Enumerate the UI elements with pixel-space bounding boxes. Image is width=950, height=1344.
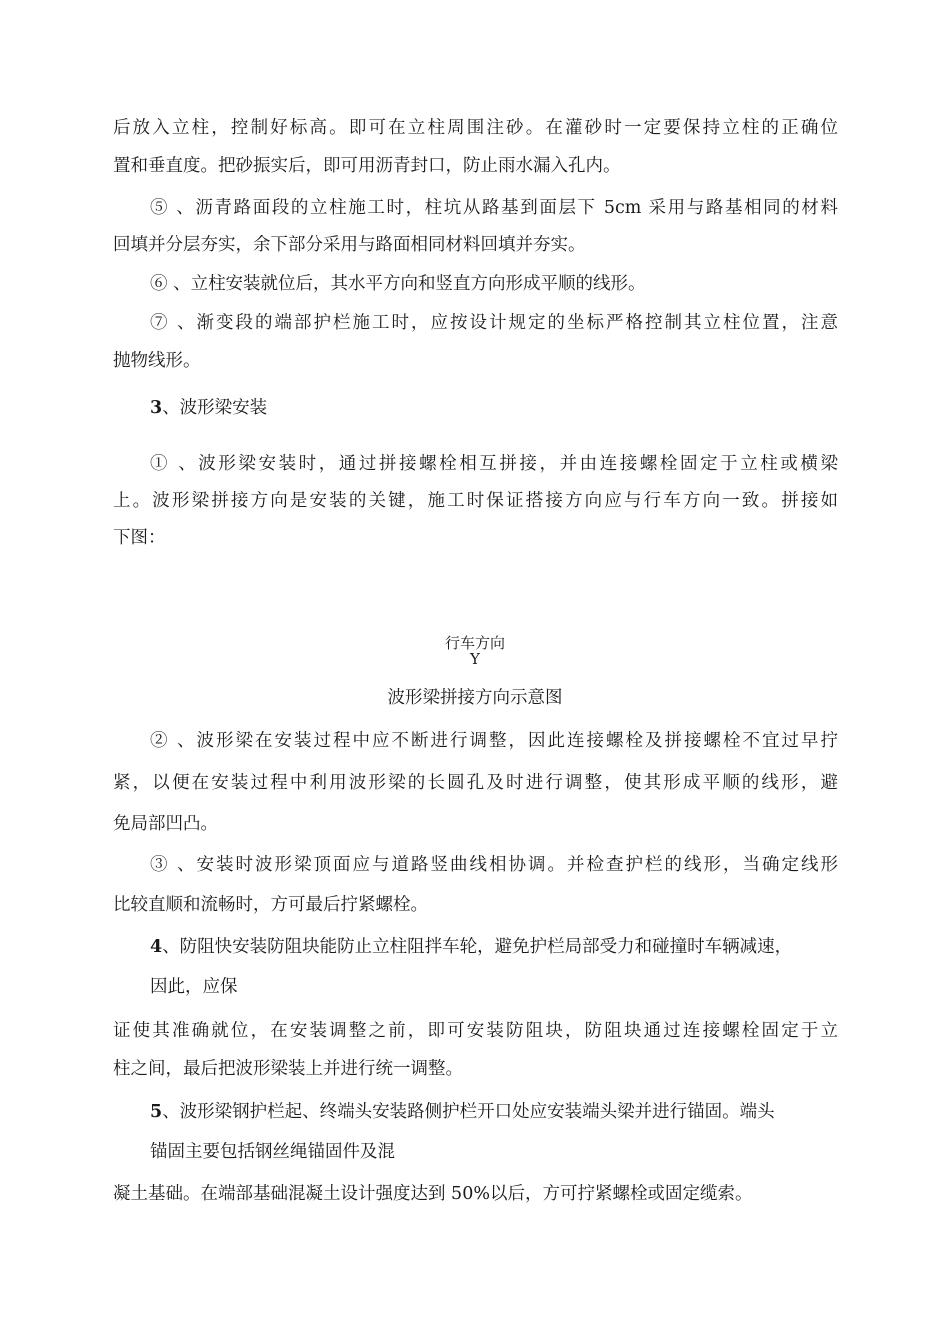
paragraph-line: 证使其准确就位，在安装调整之前，即可安装防阻块，防阻块通过连接螺栓固定于立	[113, 1021, 838, 1041]
section-title: 、波形梁安装	[162, 398, 268, 418]
paragraph-line: 锚固主要包括钢丝绳锚固件及混	[150, 1142, 395, 1162]
paragraph-line: ⑦ 、渐变段的端部护栏施工时，应按设计规定的坐标严格控制其立柱位置，注意	[150, 313, 838, 333]
paragraph-line: 柱之间，最后把波形梁装上并进行统一调整。	[113, 1059, 463, 1079]
paragraph-line: 比较直顺和流畅时，方可最后拧紧螺栓。	[113, 895, 428, 915]
section-heading-5	[150, 1100, 838, 1124]
paragraph-line: ⑤ 、沥青路面段的立柱施工时，柱坑从路基到面层下 5cm 采用与路基相同的材料	[150, 198, 838, 218]
paragraph-line: 回填并分层夯实，余下部分采用与路面相同材料回填并夯实。	[113, 235, 586, 255]
paragraph-line: 置和垂直度。把砂振实后，即可用沥青封口，防止雨水漏入孔内。	[113, 156, 621, 176]
figure-caption: 波形梁拼接方向示意图	[387, 688, 563, 708]
section-number: 5	[150, 1102, 163, 1122]
paragraph-line: 免局部凹凸。	[113, 814, 218, 834]
paragraph-line: ① 、波形梁安装时，通过拼接螺栓相互拼接，并由连接螺栓固定于立柱或横梁	[150, 454, 838, 474]
paragraph-line: ② 、波形梁在安装过程中应不断进行调整，因此连接螺栓及拼接螺栓不宜过早拧	[150, 731, 838, 751]
figure-arrow-mark: Y	[470, 650, 480, 668]
section-heading-3	[150, 396, 267, 420]
section-text: 、波形梁钢护栏起、终端头安装路侧护栏开口处应安装端头梁并进行锚固。端头	[162, 1102, 775, 1122]
paragraph-line: ③ 、安装时波形梁顶面应与道路竖曲线相协调。并检查护栏的线形，当确定线形	[150, 855, 838, 875]
paragraph-line: ⑥ 、立柱安装就位后，其水平方向和竖直方向形成平顺的线形。	[150, 274, 646, 294]
paragraph-line: 后放入立柱，控制好标高。即可在立柱周围注砂。在灌砂时一定要保持立柱的正确位	[113, 118, 838, 138]
section-number: 4	[150, 937, 163, 957]
figure-direction-label: 行车方向	[444, 634, 505, 652]
paragraph-line: 下图：	[113, 528, 166, 548]
paragraph-line: 抛物线形。	[113, 351, 201, 371]
paragraph-line: 紧，以便在安装过程中利用波形梁的长圆孔及时进行调整，使其形成平顺的线形，避	[113, 773, 838, 793]
section-heading-4	[150, 935, 838, 959]
paragraph-line: 凝土基础。在端部基础混凝土设计强度达到 50%以后，方可拧紧螺栓或固定缆索。	[113, 1184, 753, 1204]
paragraph-line: 因此，应保	[150, 977, 238, 997]
section-text: 、防阻快安装防阻块能防止立柱阻拌车轮，避免护栏局部受力和碰撞时车辆减速，	[162, 937, 793, 957]
paragraph-line: 上。波形梁拼接方向是安装的关键，施工时保证搭接方向应与行车方向一致。拼接如	[113, 491, 838, 511]
section-number: 3	[150, 398, 163, 418]
